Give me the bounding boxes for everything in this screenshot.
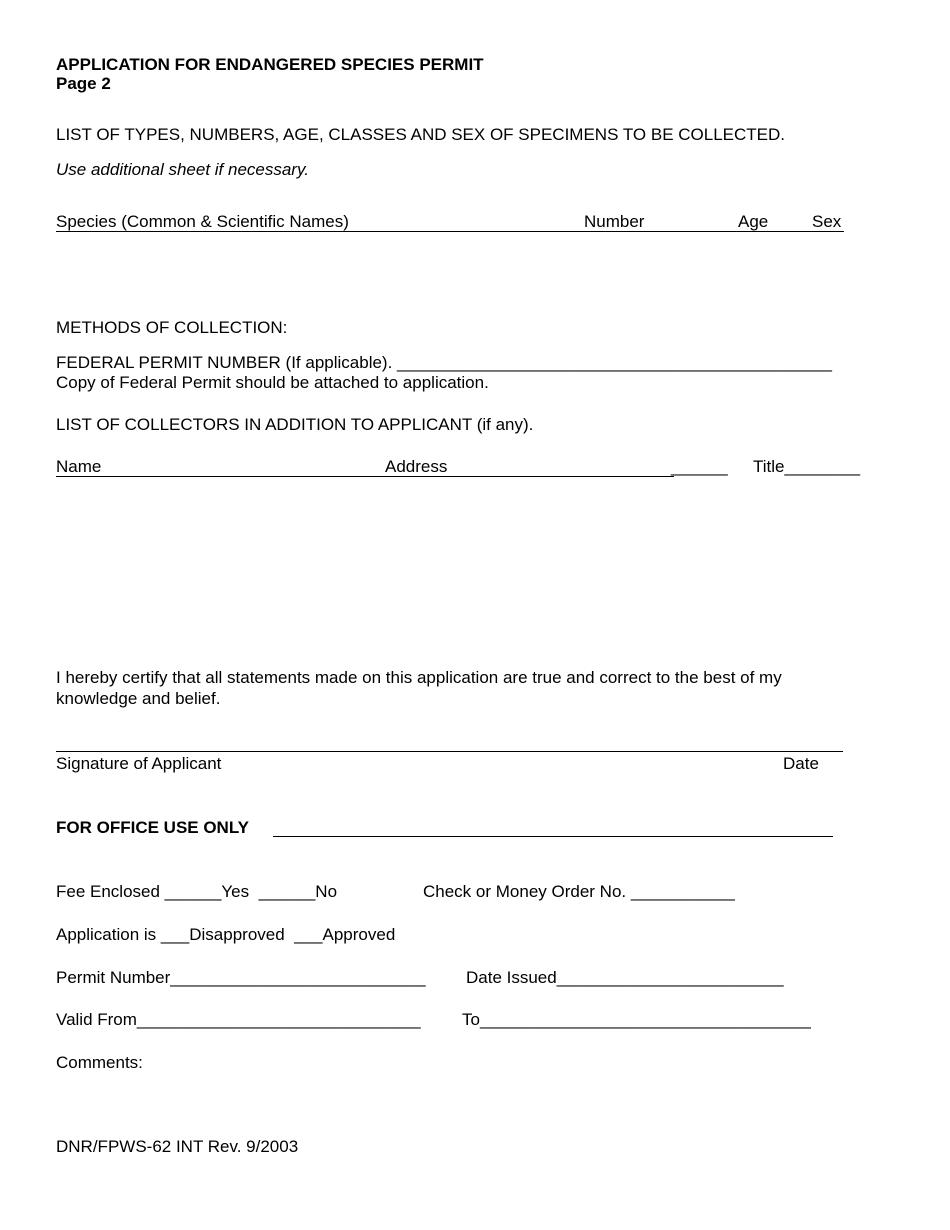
column-number: Number bbox=[584, 212, 645, 231]
specimens-heading: LIST OF TYPES, NUMBERS, AGE, CLASSES AND SEX OF SPECIMENS TO BE COLLECTED. bbox=[56, 125, 786, 144]
page-number: Page 2 bbox=[56, 74, 111, 93]
permit-number-field[interactable]: Permit Number___________________________ bbox=[56, 968, 426, 987]
column-address: Address bbox=[385, 457, 448, 476]
application-status-field[interactable]: Application is ___Disapproved ___Approved bbox=[56, 925, 396, 944]
federal-permit-note: Copy of Federal Permit should be attached to application. bbox=[56, 373, 489, 392]
comments-label: Comments: bbox=[56, 1053, 143, 1072]
federal-permit-field[interactable]: FEDERAL PERMIT NUMBER (If applicable). ______________________________________________ bbox=[56, 353, 832, 372]
office-use-heading: FOR OFFICE USE ONLY bbox=[56, 818, 250, 837]
column-species: Species (Common & Scientific Names) bbox=[56, 212, 349, 231]
form-title: APPLICATION FOR ENDANGERED SPECIES PERMIT bbox=[56, 55, 484, 74]
specimens-note: Use additional sheet if necessary. bbox=[56, 160, 309, 179]
column-blank: ______ bbox=[671, 457, 728, 476]
collectors-heading: LIST OF COLLECTORS IN ADDITION TO APPLICANT (if any). bbox=[56, 415, 534, 434]
certification-text-line1: I hereby certify that all statements made on this application are true and correct to the best of my bbox=[56, 668, 782, 687]
valid-from-field[interactable]: Valid From______________________________ bbox=[56, 1010, 421, 1029]
date-issued-field[interactable]: Date Issued________________________ bbox=[466, 968, 784, 987]
specimens-header-underline bbox=[56, 231, 844, 232]
office-use-line bbox=[273, 836, 833, 837]
valid-to-field[interactable]: To___________________________________ bbox=[462, 1010, 811, 1029]
column-sex: Sex bbox=[812, 212, 842, 231]
signature-label: Signature of Applicant bbox=[56, 754, 222, 773]
column-title: Title________ bbox=[753, 457, 861, 476]
column-name: Name bbox=[56, 457, 102, 476]
form-id: DNR/FPWS-62 INT Rev. 9/2003 bbox=[56, 1137, 299, 1156]
methods-label: METHODS OF COLLECTION: bbox=[56, 318, 288, 337]
signature-line[interactable] bbox=[56, 751, 843, 752]
date-label: Date bbox=[783, 754, 819, 773]
check-number-field[interactable]: Check or Money Order No. ___________ bbox=[423, 882, 735, 901]
collectors-header-underline bbox=[56, 476, 674, 477]
column-age: Age bbox=[738, 212, 769, 231]
fee-enclosed-field[interactable]: Fee Enclosed ______Yes ______No bbox=[56, 882, 338, 901]
certification-text-line2: knowledge and belief. bbox=[56, 689, 221, 708]
